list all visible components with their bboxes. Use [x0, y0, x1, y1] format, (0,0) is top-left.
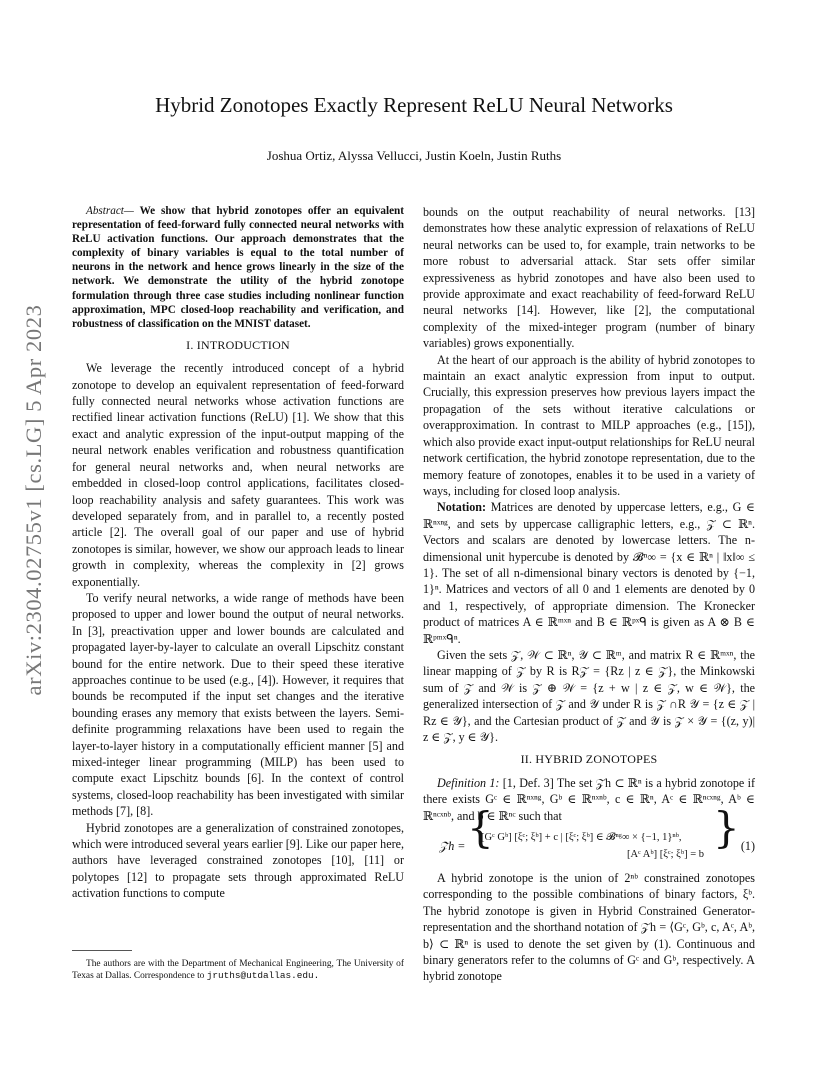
paper-authors: Joshua Ortiz, Alyssa Vellucci, Justin Koeln, Justin Ruths	[266, 148, 562, 163]
footnote-email[interactable]: jruths@utdallas.edu.	[206, 970, 320, 982]
definition-label: Definition 1:	[437, 775, 500, 790]
equation-body	[481, 829, 704, 863]
equation-number: (1)	[740, 839, 755, 854]
section-heading-introduction: I. INTRODUCTION	[186, 337, 290, 352]
section-heading-hybrid-zonotopes: II. HYBRID ZONOTOPES	[520, 752, 658, 767]
abstract	[72, 204, 404, 331]
arxiv-id-text: arXiv:2304.02755v1 [cs.LG] 5 Apr 2023	[21, 304, 46, 696]
right-paragraph-1: bounds on the output reachability of neural networks. [13] demonstrates how these analytic expression of relaxations of ReLU neural networks can be used to, for example, train networks to be more robust to adversarial attack. Star sets offer similar expressiveness as hybrid zonotopes and have also been used to provide approximate and exact reachability of feed-forward ReLU neural networks [14]. However, like [2], the computational complexity of the mixed-integer program (number of binary variables) grows exponentially.	[423, 205, 755, 351]
footnote	[72, 958, 404, 982]
notation-paragraph	[423, 499, 755, 647]
definition-text: [1, Def. 3] The set 𝒵h ⊂ ℝⁿ is a hybrid zonotope if there exists Gᶜ ∈ ℝⁿˣⁿᵍ, Gᵇ ∈ ℝⁿˣⁿᵇ, c ∈ ℝⁿ, Aᶜ ∈ ℝⁿᶜˣⁿᵍ, Aᵇ ∈ ℝⁿᶜˣⁿᵇ, and b ∈ ℝⁿᶜ such that	[423, 775, 756, 823]
equation-lhs: 𝒵h =	[439, 839, 466, 854]
equation-1	[423, 803, 755, 868]
equation-line-1: [Gᶜ Gᵇ] [ξᶜ; ξᵇ] + c | [ξᶜ; ξᵇ] ∈ 𝓑ⁿᵍ∞ × {−1, 1}ⁿᵇ,	[481, 832, 682, 844]
notation-label: Notation:	[437, 500, 487, 515]
final-paragraph: A hybrid zonotope is the union of 2ⁿᵇ constrained zonotopes corresponding to the possible combinations of binary factors, ξᵇ. The hybrid zonotope is given in Hybrid Constrained Generator-representation and the shorthand notation of 𝒵h = ⟨Gᶜ, Gᵇ, c, Aᶜ, Aᵇ, b⟩ ⊂ ℝⁿ is used to denote the set given by (1). Continuous and binary generators refer to the columns of Gᶜ and Gᵇ, respectively. A hybrid zonotope	[423, 871, 755, 984]
abstract-text: We show that hybrid zonotopes offer an equivalent representation of feed-forward fully connected neural networks with ReLU activation functions. Our approach demonstrates that the complexity of binary variables is equal to the total number of neurons in the network and hence grows linearly in the size of the network. We demonstrate the utility of the hybrid zonotope formulation through three case studies including nonlinear function approximation, MPC closed-loop reachability and verification, and robustness of classification on the MNIST dataset.	[72, 205, 404, 330]
notation-text: Matrices are denoted by uppercase letters, e.g., G ∈ ℝⁿˣⁿᵍ, and sets by uppercase calligraphic letters, e.g., 𝒵 ⊂ ℝⁿ. Vectors and scalars are denoted by lowercase letters. The n-dimensional unit hypercube is denoted by 𝓑ⁿ∞ = {x ∈ ℝⁿ | ‖x‖∞ ≤ 1}. The set of all n-dimensional binary vectors is denoted by {−1, 1}ⁿ. Matrices and vectors of all 0 and 1 elements are denoted by 0 and 1, respectively, of appropriate dimension. The Kronecker product of matrices A ∈ ℝᵐˣⁿ and B ∈ ℝᵖˣᑫ is given as A ⊗ B ∈ ℝᵖᵐˣᑫⁿ.	[423, 500, 755, 646]
sets-paragraph: Given the sets 𝒵, 𝒲 ⊂ ℝⁿ, 𝒴 ⊂ ℝᵐ, and matrix R ∈ ℝᵐˣⁿ, the linear mapping of 𝒵 by R is R𝒵 = {Rz | z ∈ 𝒵}, the Minkowski sum of 𝒵 and 𝒲 is 𝒵 ⊕ 𝒲 = {z + w | z ∈ 𝒵, w ∈ 𝒲}, the generalized intersection of 𝒵 and 𝒴 under R is 𝒵 ∩R 𝒴 = {z ∈ 𝒵 | Rz ∈ 𝒴}, and the Cartesian product of 𝒵 and 𝒴 is 𝒵 × 𝒴 = {(z, y)| z ∈ 𝒵, y ∈ 𝒴}.	[423, 647, 755, 744]
equation-right-brace: }	[713, 803, 740, 853]
intro-paragraph-3: Hybrid zonotopes are a generalization of constrained zonotopes, which were introduced several years earlier [9]. Like our paper here, authors have leveraged constrained zonotopes [10], [11] or polytopes [12] to propagate sets through approximated ReLU activation functions to compute	[72, 820, 404, 901]
left-column	[72, 204, 404, 902]
equation-line-2: [Aᶜ Aᵇ] [ξᶜ; ξᵇ] = b	[627, 849, 705, 861]
equation-left-brace: {	[467, 803, 494, 853]
intro-paragraph-1: We leverage the recently introduced concept of a hybrid zonotope to develop an equivalent representation of feed-forward fully connected neural networks whose activation functions are rectified linear activation functions (ReLU) [1]. We show that this exact and analytic expression of the input-output mapping of the neural network enables verification and robustness quantification for general neural networks and, when neural networks are embedded in closed-loop control applications, facilitates closed-loop reachability analysis and safety guarantees. This work was developed separately from, and in parallel to, a recently posted article [2]. The overall goal of our paper and use of hybrid zonotopes is similar, however, we show our approach leads to linear growth in complexity, whereas the complexity in [2] grows exponentially.	[72, 361, 404, 589]
arxiv-identifier	[10, 290, 58, 710]
intro-paragraph-2: To verify neural networks, a wide range of methods have been proposed to upper and lower bound the output of neural networks. In [3], preactivation upper and lower bounds are calculated and propagated layer-by-layer to calculate an overall Lipschitz constant bound for the entire network. Due to their speed these iterative approaches continue to be used (e.g., [4]). However, it requires that bounds be recomputed if the input set changes and the iterative bounding erases any memory that exists between the layers. Semi-definite programming relaxations have been used to regain the layer-to-layer history in a computationally efficient manner [5] and mixed-integer linear programming (MILP) has been used to compute exact Lipschitz bounds [6]. In the context of control systems, closed-loop reachability has been investigated with similar methods [7], [8].	[72, 590, 404, 819]
abstract-label: Abstract—	[86, 205, 134, 217]
right-column	[423, 204, 755, 985]
footnote-rule	[72, 950, 132, 951]
paper-title: Hybrid Zonotopes Exactly Represent ReLU Neural Networks	[155, 93, 673, 117]
footnote-text: The authors are with the Department of Mechanical Engineering, The University of Texas at Dallas. Correspondence to	[72, 959, 404, 982]
right-paragraph-2: At the heart of our approach is the ability of hybrid zonotopes to maintain an exact analytic expression from input to output. Crucially, this expression preserves how previous layers impact the propagation of the sets without iterative calculations or overapproximation. In contrast to MILP approaches (e.g., [15]), which also provide exact input-output relationships for ReLU neural network certification, the hybrid zonotope representation, due to the memory feature of zonotopes, enables it to be used in a variety of ways, including for closed loop analysis.	[423, 352, 755, 498]
